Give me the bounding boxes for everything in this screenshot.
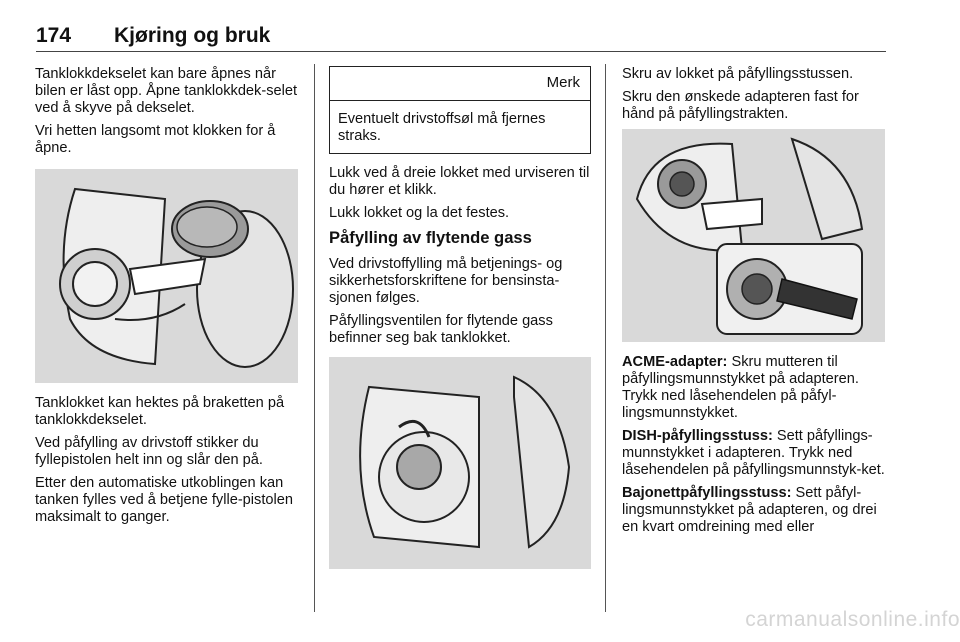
paragraph: Ved drivstoffylling må betjenings- og sikkerhetsforskriftene for bensinsta-sjonen følges. (329, 256, 563, 306)
page-title: Kjøring og bruk (114, 24, 271, 47)
header-rule (36, 51, 886, 52)
paragraph: Ved påfylling av drivstoff stikker du fyllepistolen helt inn og slår den på. (35, 435, 263, 468)
column-1 (35, 66, 298, 532)
paragraph: Etter den automatiske utkoblingen kan tanken fylles ved å betjene fylle-pistolen maksimalt to ganger. (35, 475, 293, 525)
note-text: Eventuelt drivstoffsøl må fjernes straks. (338, 111, 546, 144)
paragraph (622, 354, 886, 422)
column-3 (622, 66, 886, 542)
paragraph: Vri hetten langsomt mot klokken for å åpne. (35, 123, 276, 156)
term-text: Sett påfyllings-munnstykket i adapteren. Trykk ned låsehendelen på påfyllingsmunnstyk-ket. (622, 428, 885, 478)
watermark: carmanualsonline.info (745, 608, 960, 631)
paragraph: Lukk ved å dreie lokket med urviseren til du hører et klikk. (329, 165, 590, 198)
adapter-illustration (622, 129, 885, 342)
gas-valve-illustration (329, 357, 591, 569)
paragraph: Tanklokket kan hektes på braketten på tanklokkdekselet. (35, 395, 285, 428)
column-divider-2 (605, 64, 606, 612)
term-text: Skru mutteren til påfyllingsmunnstykket på adapteren. Trykk ned låsehendelen på påfyl-lingsmunnstykket. (622, 354, 859, 421)
note-box (329, 66, 591, 154)
section-heading: Påfylling av flytende gass (329, 228, 532, 247)
term-label: DISH-påfyllingsstuss: (622, 428, 773, 444)
paragraph: Tanklokkdekselet kan bare åpnes når bilen er låst opp. Åpne tanklokkdek-selet ved å skyve på dekselet. (35, 66, 298, 116)
paragraph: Skru av lokket på påfyllingsstussen. (622, 66, 854, 82)
term-text: Sett påfyl-lingsmunnstykket på adapteren, og drei en kvart omdreining med eller (622, 485, 877, 535)
paragraph: Lukk lokket og la det festes. (329, 205, 510, 221)
paragraph: Påfyllingsventilen for flytende gass befinner seg bak tanklokket. (329, 313, 553, 346)
fuel-cap-drawing (35, 169, 298, 383)
paragraph: Skru den ønskede adapteren fast for hånd på påfyllingstrakten. (622, 89, 859, 122)
term-label: Bajonettpåfyllingsstuss: (622, 485, 792, 501)
fuel-cap-illustration (35, 169, 298, 383)
column-divider-1 (314, 64, 315, 612)
paragraph (622, 428, 886, 479)
page-number: 174 (36, 24, 72, 47)
term-label: ACME-adapter: (622, 354, 728, 370)
column-2 (329, 66, 591, 569)
paragraph (622, 485, 886, 536)
gas-valve-drawing (329, 357, 591, 569)
note-title: Merk (330, 67, 590, 101)
adapter-drawing (622, 129, 885, 342)
